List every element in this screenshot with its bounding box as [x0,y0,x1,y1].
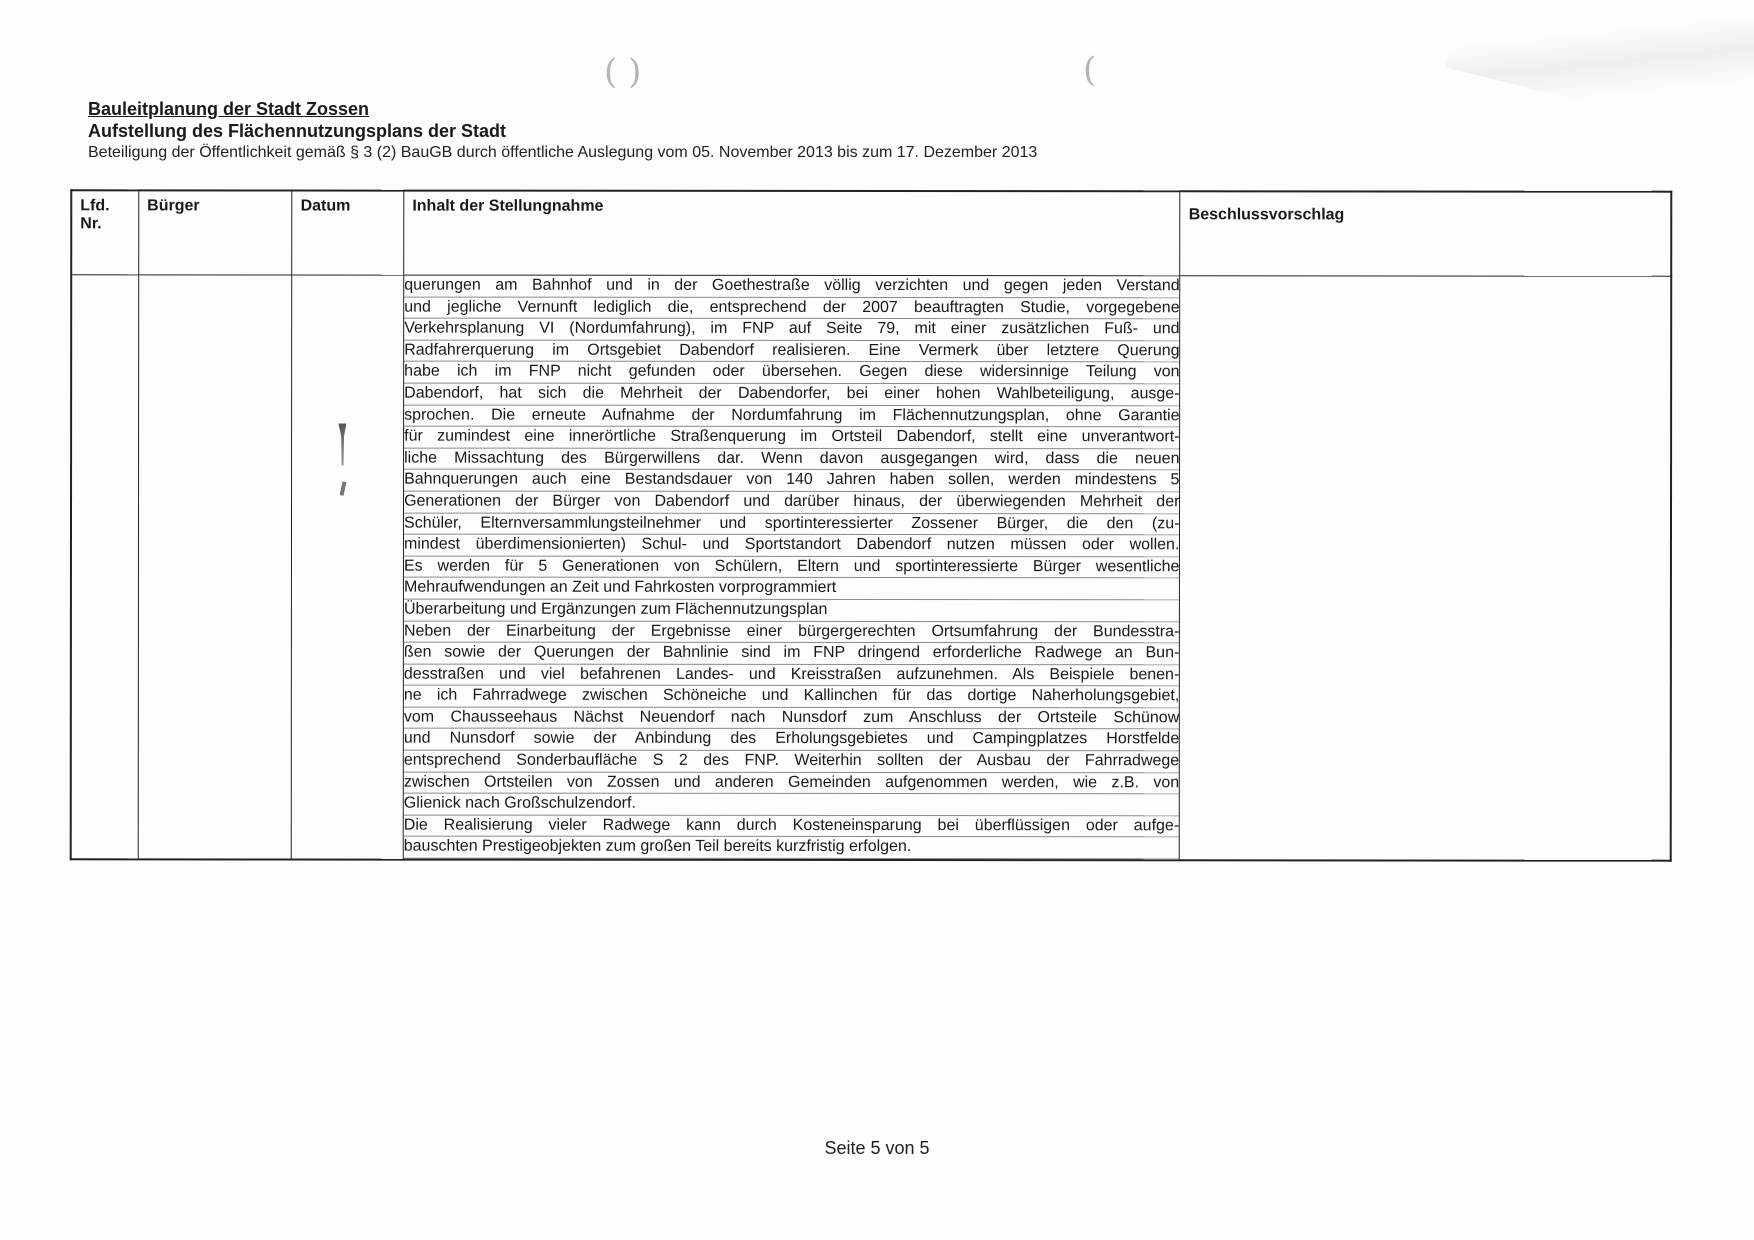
cell-datum [292,275,404,860]
statement-line: mindest überdimensionierten) Schul- und Sportstandort Dabendorf nutzen müssen oder wollen. [404,535,1179,557]
punch-hole-mark-right: ( [1083,50,1097,90]
pen-mark [338,424,346,466]
statement-line: Schüler, Elternversammlungsteilnehmer und sportinteressierter Zossener Bürger, die den (zu- [404,513,1179,535]
statement-line: bauschten Prestigeobjekten zum großen Teil bereits kurzfristig erfolgen. [404,837,1179,859]
cell-beschlussvorschlag [1180,276,1672,861]
statement-table [70,189,1673,861]
statement-line: querungen am Bahnhof und in der Goethestraße völlig verzichten und gegen jeden Verstand [404,276,1179,298]
statement-line: Überarbeitung und Ergänzungen zum Flächennutzungsplan [404,599,1179,621]
statement-line: entsprechend Sonderbaufläche S 2 des FNP. Weiterhin sollten der Ausbau der Fahrradwege [404,751,1179,773]
statement-line: Verkehrsplanung VI (Nordumfahrung), im FNP auf Seite 79, mit einer zusätzlichen Fuß- und [404,319,1179,341]
punch-hole-mark-left: ( ) [604,52,642,92]
statement-line: Es werden für 5 Generationen von Schülern, Eltern und sportinteressierte Bürger wesentliche [404,556,1179,578]
statement-line: Mehraufwendungen an Zeit und Fahrkosten vorprogrammiert [404,578,1179,600]
column-header-beschlussvorschlag: Beschlussvorschlag [1180,191,1671,276]
statement-line: sprochen. Die erneute Aufnahme der Nordumfahrung im Flächennutzungsplan, ohne Garantie [404,405,1179,427]
statement-line: Generationen der Bürger von Dabendorf und darüber hinaus, der überwiegenden Mehrheit der [404,492,1179,514]
pen-mark-small [340,481,347,496]
document-title: Bauleitplanung der Stadt Zossen [88,99,370,119]
cell-lfd-nr [71,275,139,860]
table-header-row [71,190,1671,276]
statement-text [404,276,1180,860]
statement-line: vom Chausseehaus Nächst Neuendorf nach Nunsdorf zum Anschluss der Ortsteile Schünow [404,707,1179,729]
page-fold-shadow [1445,0,1754,149]
statement-line: Die Realisierung vieler Radwege kann durch Kosteneinsparung bei überflüssigen oder aufge- [404,815,1179,837]
document-subtitle: Aufstellung des Flächennutzungsplans der Stadt [88,121,507,141]
statement-line: und jegliche Vernunft lediglich die, entsprechend der 2007 beauftragten Studie, vorgegebene [404,297,1179,319]
statement-line: habe ich im FNP nicht gefunden oder übersehen. Gegen diese widersinnige Teilung von [404,362,1179,384]
column-header-lfd-nr: Lfd. Nr. [71,190,138,275]
statement-line: ßen sowie der Querungen der Bahnlinie sind im FNP dringend erforderliche Radwege an Bun- [404,643,1179,665]
column-header-datum: Datum [292,190,404,275]
cell-buerger [138,275,292,860]
statement-line: zwischen Ortsteilen von Zossen und anderen Gemeinden aufgenommen werden, wie z.B. von [404,772,1179,794]
statement-line: und Nunsdorf sowie der Anbindung des Erholungsgebietes und Campingplatzes Horstfelde [404,729,1179,751]
statement-line: desstraßen und viel befahrenen Landes- und Kreisstraßen aufzunehmen. Als Beispiele benen- [404,664,1179,686]
cell-inhalt [403,275,1180,860]
statement-line: Neben der Einarbeitung der Ergebnisse einer bürgergerechten Ortsumfahrung der Bundesstra- [404,621,1179,643]
column-header-inhalt: Inhalt der Stellungnahme [404,191,1180,276]
page-number: Seite 5 von 5 [824,1138,930,1158]
statement-line: liche Missachtung des Bürgerwillens dar. Wenn davon ausgegangen wird, dass die neuen [404,448,1179,470]
statement-line: Glienick nach Großschulzendorf. [404,794,1179,816]
statement-line: für zumindest eine innerörtliche Straßenquerung im Ortsteil Dabendorf, stellt eine unverantwort- [404,427,1179,449]
statement-line: Bahnquerungen auch eine Bestandsdauer von 140 Jahren haben sollen, werden mindestens 5 [404,470,1179,492]
statement-line: Radfahrerquerung im Ortsgebiet Dabendorf realisieren. Eine Vermerk über letztere Querung [404,340,1179,362]
statement-line: ne ich Fahrradwege zwischen Schöneiche und Kallinchen für das dortige Naherholungsgebiet, [404,686,1179,708]
document-participation-note: Beteiligung der Öffentlichkeit gemäß § 3 (2) BauGB durch öffentliche Auslegung vom 05. November 2013 bis zum 17. Dezember 2013 [88,144,1038,161]
column-header-buerger: Bürger [139,190,293,275]
statement-line: Dabendorf, hat sich die Mehrheit der Dabendorfer, bei einer hohen Wahlbeteiligung, ausge- [404,384,1179,406]
table-row [71,275,1672,861]
document-header [88,98,1188,164]
